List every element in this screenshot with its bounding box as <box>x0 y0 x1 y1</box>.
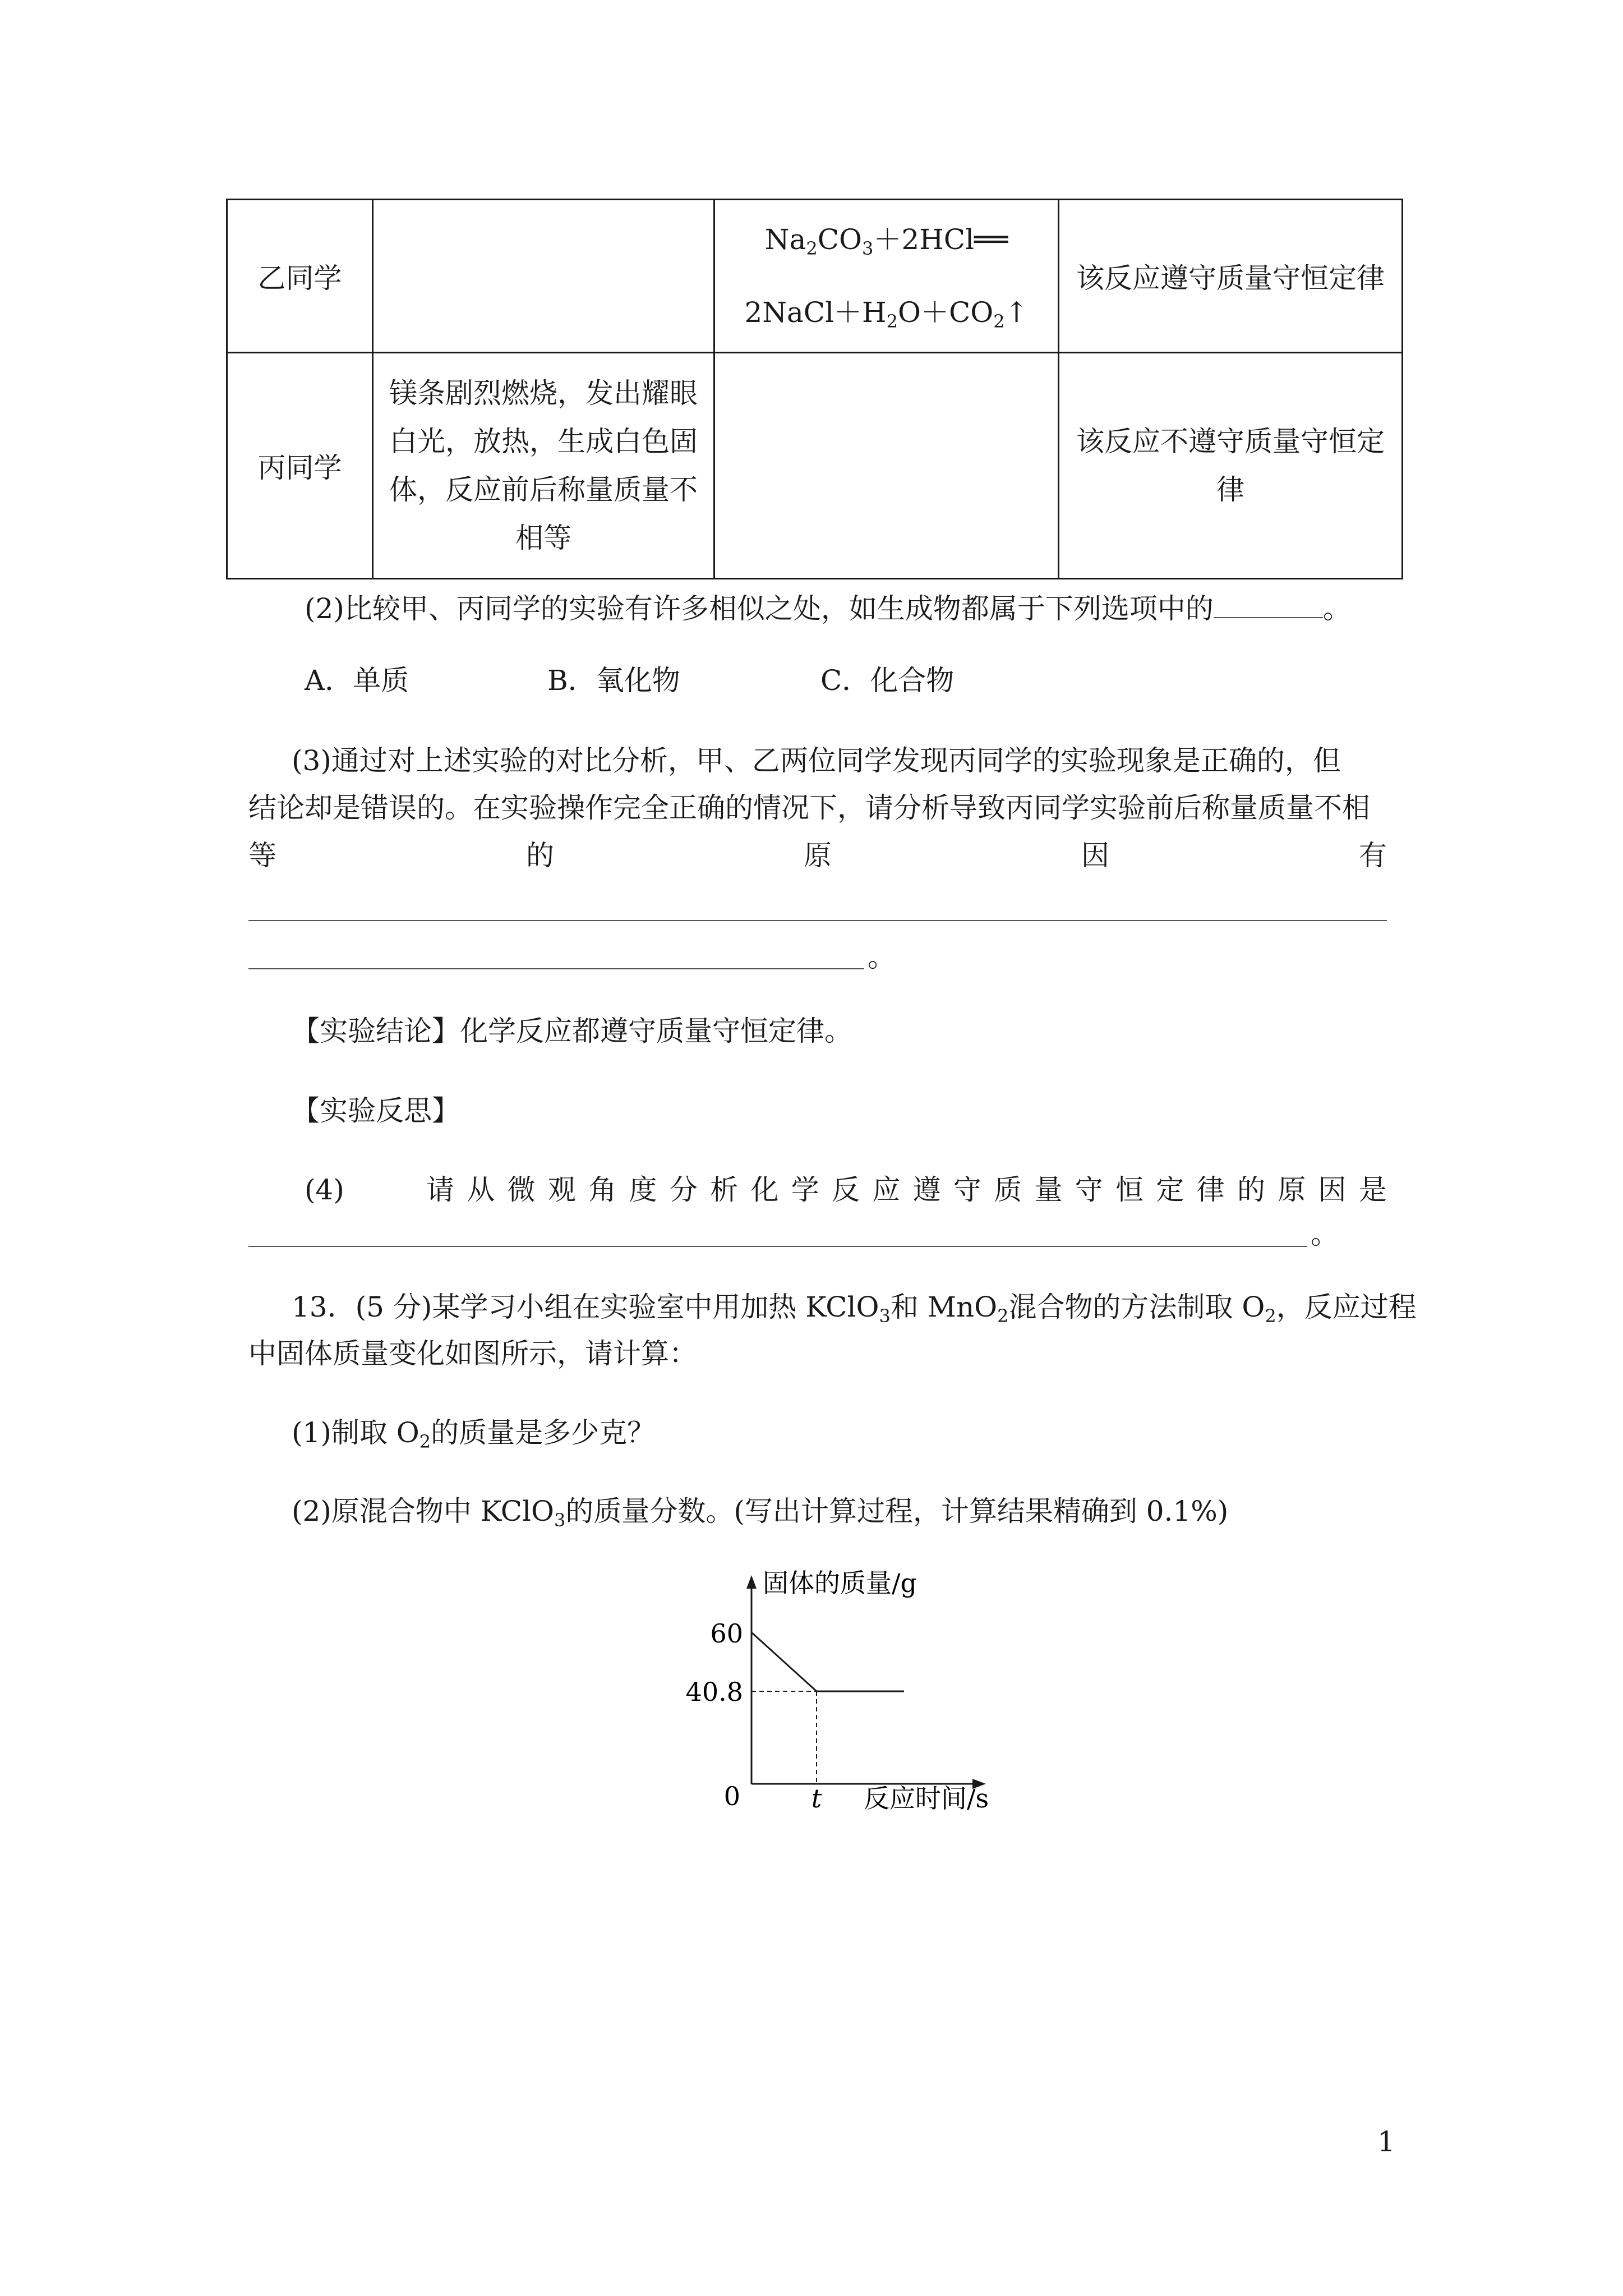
row-label: 乙同学 <box>227 200 373 353</box>
equation-cell: $Na_2CO_3+2HCl══$ $2NaCl+H_2O+CO_2↑$ <box>714 200 1059 353</box>
equation-cell <box>714 353 1059 579</box>
conclusion-cell: 该反应遵守质量守恒定律 <box>1059 200 1403 353</box>
experiment-reflection: 【实验反思】 <box>292 1094 460 1127</box>
conclusion-cell: 该反应不遵守质量守恒定 律 <box>1059 353 1403 579</box>
answer-line[interactable] <box>248 968 864 969</box>
q2-option-c: C．化合物 <box>820 664 955 697</box>
origin-label: 0 <box>723 1781 740 1811</box>
y-tick-label: 60 <box>710 1618 743 1649</box>
table-row <box>227 200 1403 353</box>
question-13-sub-2: (2)原混合物中 KClO$_3$的质量分数。(写出计算过程，计算结果精确到 0.1%) <box>292 1495 1229 1531</box>
phenomenon-cell <box>373 200 714 353</box>
answer-line[interactable] <box>248 1246 1307 1247</box>
y-axis-label: 固体的质量/g <box>763 1568 917 1598</box>
mass-series-line <box>751 1632 904 1691</box>
question-3-line-2: 结论却是错误的。在实验操作完全正确的情况下，请分析导致丙同学实验前后称量质量不相 <box>248 792 1370 824</box>
question-4-number: (4) <box>305 1174 344 1206</box>
row-label: 丙同学 <box>227 353 373 579</box>
y-tick-label: 40.8 <box>685 1677 743 1707</box>
experiment-conclusion: 【实验结论】化学反应都遵守质量守恒定律。 <box>292 1015 852 1047</box>
question-3-line-1: (3)通过对上述实验的对比分析，甲、乙两位同学发现丙同学的实验现象是正确的，但 <box>292 744 1341 777</box>
experiment-table <box>226 199 1403 579</box>
question-13-line-1: 13．(5 分)某学习小组在实验室中用加热 KClO$_3$和 MnO$_2$混合物的方法制取 $O_2$，反应过程 <box>292 1291 1417 1327</box>
question-13-sub-1: (1)制取 $O_2$的质量是多少克？ <box>292 1416 656 1452</box>
table-row <box>227 353 1403 579</box>
question-2: (2)比较甲、丙同学的实验有许多相似之处，如生成物都属于下列选项中的 。 <box>305 592 1351 625</box>
x-tick-label: t <box>811 1783 822 1814</box>
period: 。 <box>868 941 896 973</box>
question-13-line-2: 中固体质量变化如图所示，请计算： <box>248 1337 697 1370</box>
y-axis-arrow <box>746 1575 757 1589</box>
page-number: 1 <box>1377 2125 1395 2158</box>
answer-blank[interactable] <box>1214 617 1323 618</box>
q2-option-b: B．氧化物 <box>547 664 680 697</box>
mass-time-chart <box>662 1565 1066 1823</box>
question-4-text: 请 从 微 观 角 度 分 析 化 学 反 应 遵 守 质 量 守 恒 定 律 的 原 因 是 <box>426 1174 1387 1206</box>
answer-line[interactable] <box>248 920 1387 921</box>
x-axis-label: 反应时间/s <box>864 1783 989 1814</box>
q2-option-a: A．单质 <box>305 664 409 697</box>
question-3-line-3: 等 的 原 因 有 <box>248 839 1387 872</box>
period: 。 <box>1311 1218 1339 1250</box>
phenomenon-cell: 镁条剧烈燃烧，发出耀眼 白光，放热，生成白色固 体，反应前后称量质量不 相等 <box>373 353 714 579</box>
